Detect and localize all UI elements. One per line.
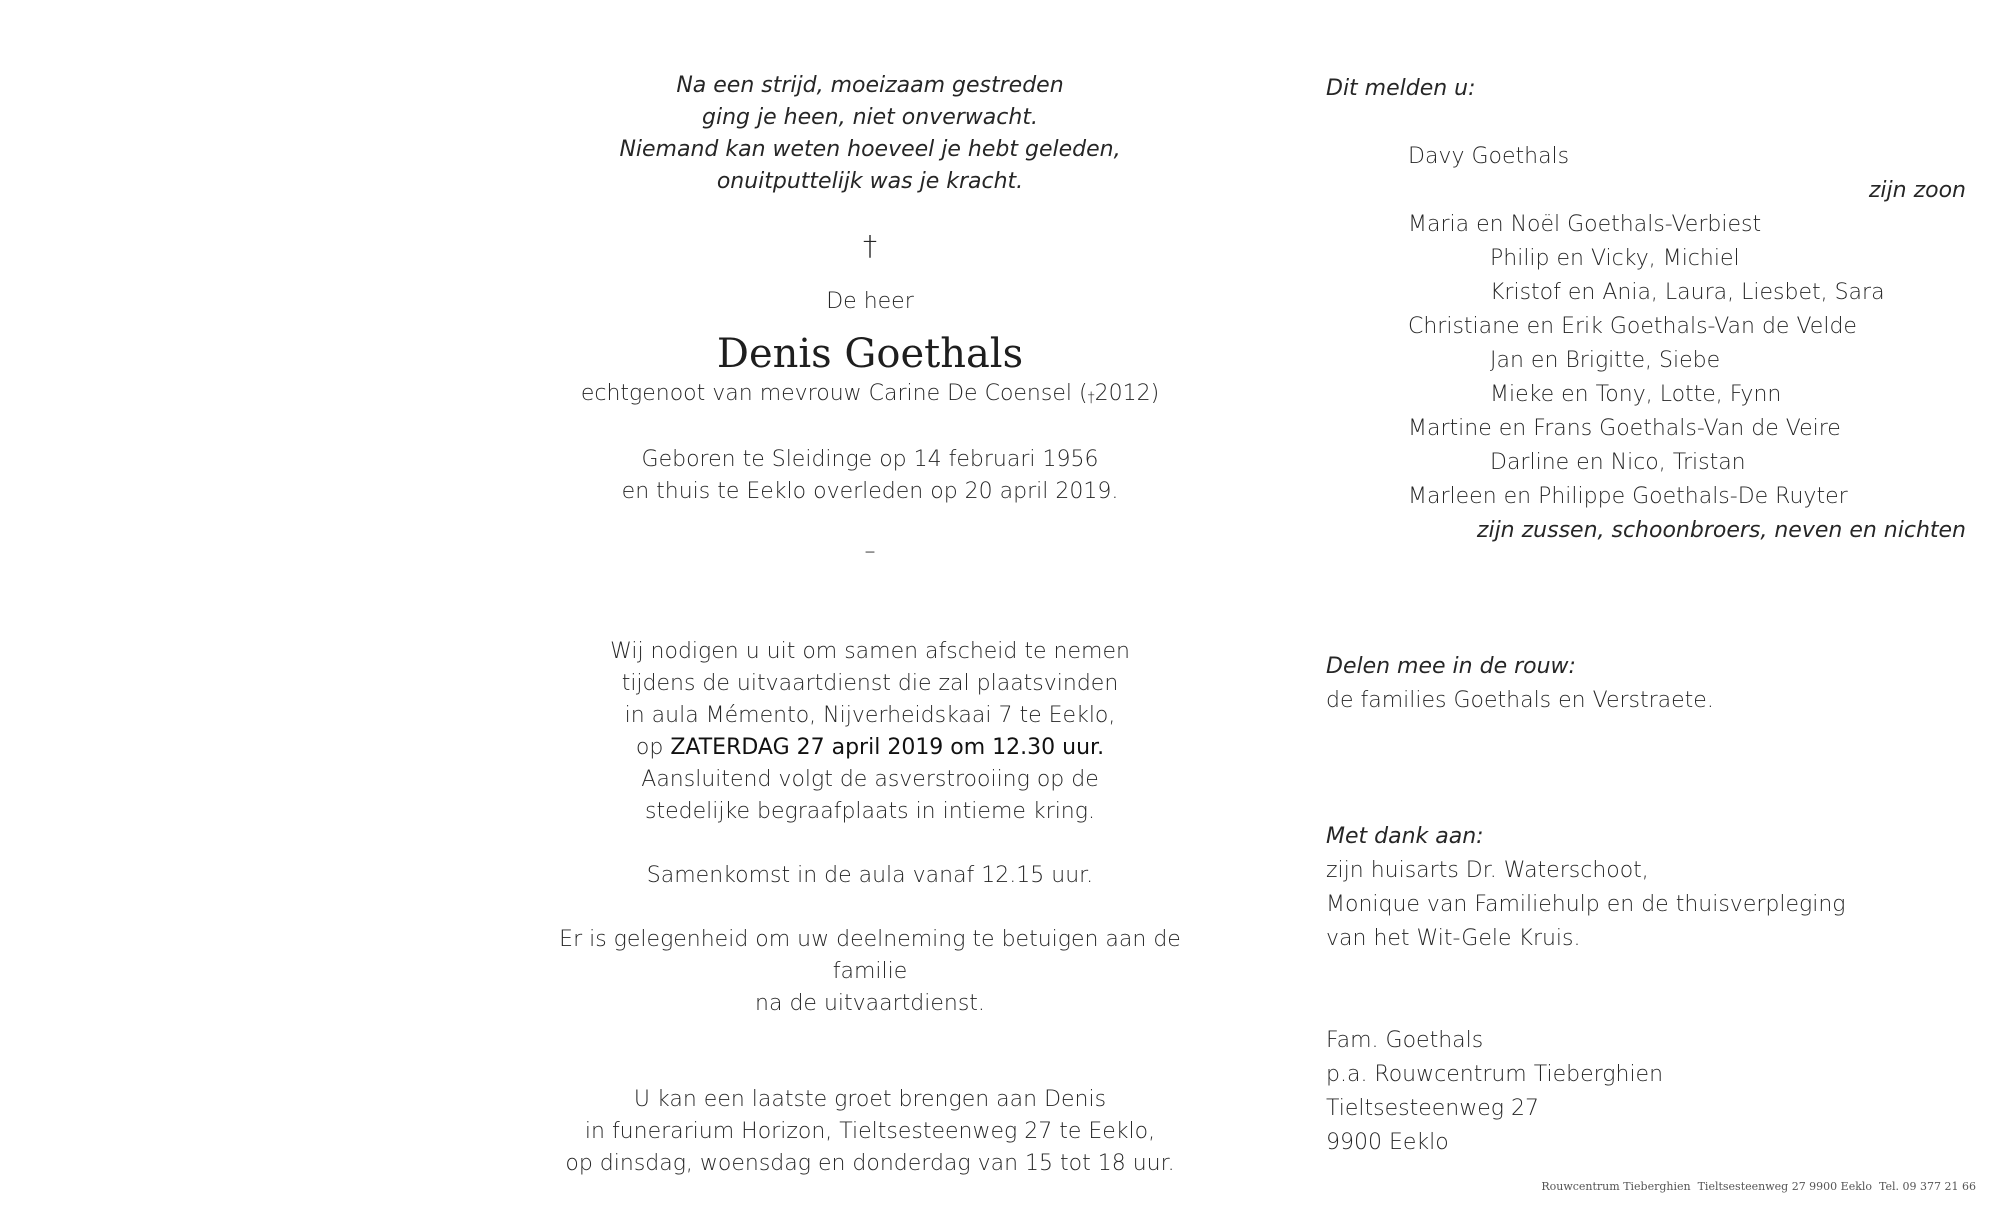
small-cross-icon: † bbox=[1087, 390, 1095, 406]
mourning-text: de families Goethals en Verstraete. bbox=[1326, 688, 1714, 713]
spouse-year: 2012) bbox=[1094, 381, 1160, 406]
invitation-date-prefix: op bbox=[635, 735, 671, 760]
family-role: zijn zoon bbox=[1868, 178, 1966, 203]
ceremony-date: ZATERDAG 27 april 2019 om 12.30 uur. bbox=[670, 735, 1105, 760]
last-greeting-line: U kan een laatste groet brengen aan Denis bbox=[633, 1087, 1107, 1112]
address-line: p.a. Rouwcentrum Tieberghien bbox=[1326, 1062, 1664, 1087]
family-member: Mieke en Tony, Lotte, Fynn bbox=[1490, 382, 1782, 407]
poem bbox=[520, 70, 1220, 198]
cross-icon: † bbox=[863, 229, 877, 262]
address-line: 9900 Eeklo bbox=[1326, 1130, 1449, 1155]
left-column bbox=[520, 70, 1220, 1180]
announce-heading: Dit melden u: bbox=[1326, 76, 1476, 101]
family-member: Kristof en Ania, Laura, Liesbet, Sara bbox=[1490, 280, 1885, 305]
footer: Rouwcentrum Tieberghien Tieltsesteenweg 27 9900 Eeklo Tel. 09 377 21 66 bbox=[1541, 1180, 1976, 1193]
family-member: Davy Goethals bbox=[1408, 144, 1570, 169]
invitation-line: tijdens de uitvaartdienst die zal plaatsvinden bbox=[621, 671, 1119, 696]
address-line: Tieltsesteenweg 27 bbox=[1326, 1096, 1539, 1121]
mourning-heading: Delen mee in de rouw: bbox=[1326, 654, 1576, 679]
born-line: Geboren te Sleidinge op 14 februari 1956 bbox=[641, 447, 1099, 472]
poem-line: Niemand kan weten hoeveel je hebt geleden, bbox=[619, 137, 1121, 162]
invitation-line: Aansluitend volgt de asverstrooiing op de bbox=[641, 767, 1099, 792]
invitation-line: in aula Mémento, Nijverheidskaai 7 te Eeklo, bbox=[624, 703, 1116, 728]
invitation bbox=[520, 636, 1220, 828]
last-greeting-line: op dinsdag, woensdag en donderdag van 15 tot 18 uur. bbox=[565, 1151, 1175, 1176]
family-member: Darline en Nico, Tristan bbox=[1490, 450, 1746, 475]
thanks-line: van het Wit-Gele Kruis. bbox=[1326, 926, 1581, 951]
title-prefix: De heer bbox=[826, 289, 914, 314]
died-line: en thuis te Eeklo overleden op 20 april 2019. bbox=[621, 479, 1119, 504]
condolence-line: Er is gelegenheid om uw deelneming te betuigen aan de familie bbox=[559, 927, 1181, 984]
address-line: Fam. Goethals bbox=[1326, 1028, 1484, 1053]
spouse-line bbox=[520, 378, 1220, 414]
family-member: Philip en Vicky, Michiel bbox=[1490, 246, 1740, 271]
poem-line: Na een strijd, moeizaam gestreden bbox=[676, 73, 1064, 98]
gathering-line: Samenkomst in de aula vanaf 12.15 uur. bbox=[646, 863, 1094, 888]
thanks-line: Monique van Familiehulp en de thuisverpleging bbox=[1326, 892, 1846, 917]
last-greeting-line: in funerarium Horizon, Tieltsesteenweg 27 te Eeklo, bbox=[584, 1119, 1156, 1144]
poem-line: onuitputtelijk was je kracht. bbox=[716, 169, 1024, 194]
invitation-line: stedelijke begraafplaats in intieme kring. bbox=[645, 799, 1095, 824]
invitation-line: Wij nodigen u uit om samen afscheid te nemen bbox=[610, 639, 1130, 664]
deceased-name: Denis Goethals bbox=[716, 331, 1024, 377]
spouse-text: echtgenoot van mevrouw Carine De Coensel ( bbox=[580, 381, 1088, 406]
condolence-line: na de uitvaartdienst. bbox=[755, 991, 985, 1016]
family-role: zijn zussen, schoonbroers, neven en nichten bbox=[1476, 518, 1966, 543]
poem-line: ging je heen, niet onverwacht. bbox=[702, 105, 1038, 130]
divider: – bbox=[864, 539, 876, 564]
family-member: Martine en Frans Goethals-Van de Veire bbox=[1408, 416, 1841, 441]
thanks-heading: Met dank aan: bbox=[1326, 824, 1484, 849]
invitation-date-line bbox=[520, 732, 1220, 764]
family-member: Maria en Noël Goethals-Verbiest bbox=[1408, 212, 1762, 237]
family-member: Jan en Brigitte, Siebe bbox=[1490, 348, 1721, 373]
thanks-line: zijn huisarts Dr. Waterschoot, bbox=[1326, 858, 1649, 883]
right-column bbox=[1326, 72, 1966, 1160]
family-member: Marleen en Philippe Goethals-De Ruyter bbox=[1408, 484, 1848, 509]
family-member: Christiane en Erik Goethals-Van de Velde bbox=[1408, 314, 1857, 339]
